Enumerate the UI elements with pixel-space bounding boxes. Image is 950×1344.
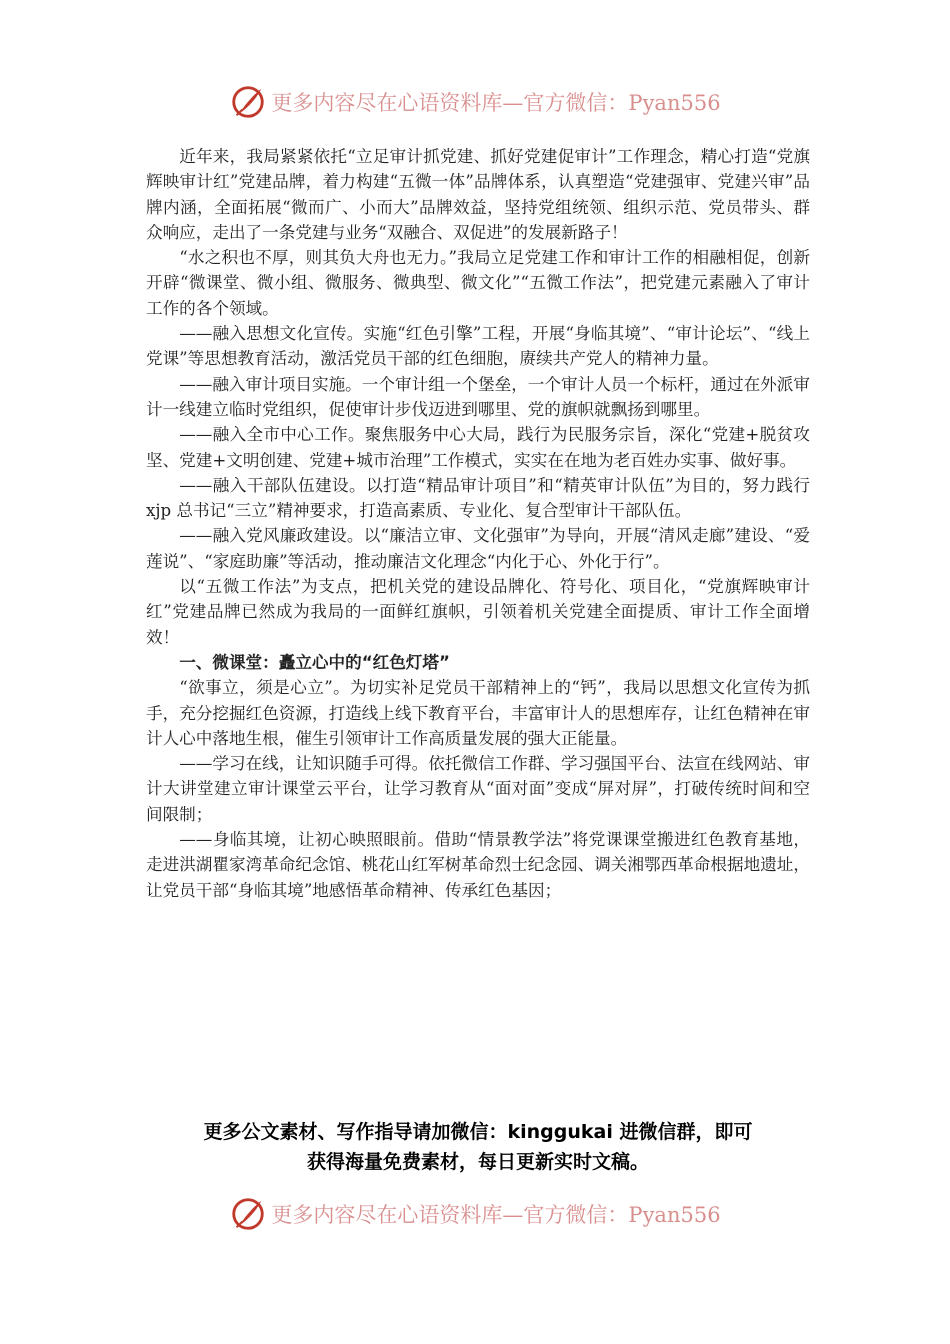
quill-logo-icon — [229, 83, 267, 121]
promo-line-2: 获得海量免费素材，每日更新实时文稿。 — [306, 1151, 649, 1173]
footer-banner — [0, 1192, 950, 1236]
footer-banner-text: 更多内容尽在心语资料库—官方微信：Pyan556 — [271, 1203, 721, 1227]
paragraph: “水之积也不厚，则其负大舟也无力。”我局立足党建工作和审计工作的相融相促，创新开辟“微课堂、微小组、微服务、微典型、微文化”“五微工作法”，把党建元素融入了审计工作的各个领域。 — [146, 248, 810, 318]
paragraph: ——融入审计项目实施。一个审计组一个堡垒，一个审计人员一个标杆，通过在外派审计一线建立临时党组织，促使审计步伐迈进到哪里、党的旗帜就飘扬到哪里。 — [146, 374, 810, 419]
paragraph: 近年来，我局紧紧依托“立足审计抓党建、抓好党建促审计”工作理念，精心打造“党旗辉映审计红”党建品牌，着力构建“五微一体”品牌体系，认真塑造“党建强审、党建兴审”品牌内涵，全面拓展“微而广、小而大”品牌效益，坚持党组统领、组织示范、党员带头、群众响应，走出了一条党建与业务“双融合、双促进”的发展新路子！ — [146, 147, 810, 242]
section-heading: 一、微课堂：矗立心中的“红色灯塔” — [179, 652, 450, 672]
paragraph: “欲事立，须是心立”。为切实补足党员干部精神上的“钙”，我局以思想文化宣传为抓手，充分挖掘红色资源，打造线上线下教育平台，丰富审计人的思想库存，让红色精神在审计人心中落地生根，催生引领审计工作高质量发展的强大正能量。 — [146, 678, 810, 748]
paragraph: ——融入党风廉政建设。以“廉洁立审、文化强审”为导向，开展“清风走廊”建设、“爱莲说”、“家庭助廉”等活动，推动廉洁文化理念“内化于心、外化于行”。 — [146, 526, 810, 571]
promo-notice — [146, 1117, 810, 1177]
document-body — [146, 144, 810, 903]
paragraph: ——融入思想文化宣传。实施“红色引擎”工程，开展“身临其境”、“审计论坛”、“线上党课”等思想教育活动，激活党员干部的红色细胞，赓续共产党人的精神力量。 — [146, 324, 810, 369]
promo-line-1: 更多公文素材、写作指导请加微信：kinggukai 进微信群，即可 — [203, 1121, 753, 1143]
header-banner — [0, 80, 950, 124]
paragraph: ——融入全市中心工作。聚焦服务中心大局，践行为民服务宗旨，深化“党建+脱贫攻坚、党建+文明创建、党建+城市治理”工作模式，实实在在地为老百姓办实事、做好事。 — [146, 425, 810, 470]
header-banner-text: 更多内容尽在心语资料库—官方微信：Pyan556 — [271, 91, 721, 115]
paragraph: ——学习在线，让知识随手可得。依托微信工作群、学习强国平台、法宣在线网站、审计大讲堂建立审计课堂云平台，让学习教育从“面对面”变成“屏对屏”，打破传统时间和空间限制； — [146, 754, 810, 824]
quill-logo-icon — [229, 1195, 267, 1233]
paragraph: 以“五微工作法”为支点，把机关党的建设品牌化、符号化、项目化，“党旗辉映审计红”党建品牌已然成为我局的一面鲜红旗帜，引领着机关党建全面提质、审计工作全面增效！ — [146, 577, 810, 647]
paragraph: ——身临其境，让初心映照眼前。借助“情景教学法”将党课课堂搬进红色教育基地，走进洪湖瞿家湾革命纪念馆、桃花山红军树革命烈士纪念园、调关湘鄂西革命根据地遗址，让党员干部“身临其境”地感悟革命精神、传承红色基因； — [146, 830, 810, 900]
paragraph: ——融入干部队伍建设。以打造“精品审计项目”和“精英审计队伍”为目的，努力践行 xjp 总书记“三立”精神要求，打造高素质、专业化、复合型审计干部队伍。 — [146, 475, 810, 521]
